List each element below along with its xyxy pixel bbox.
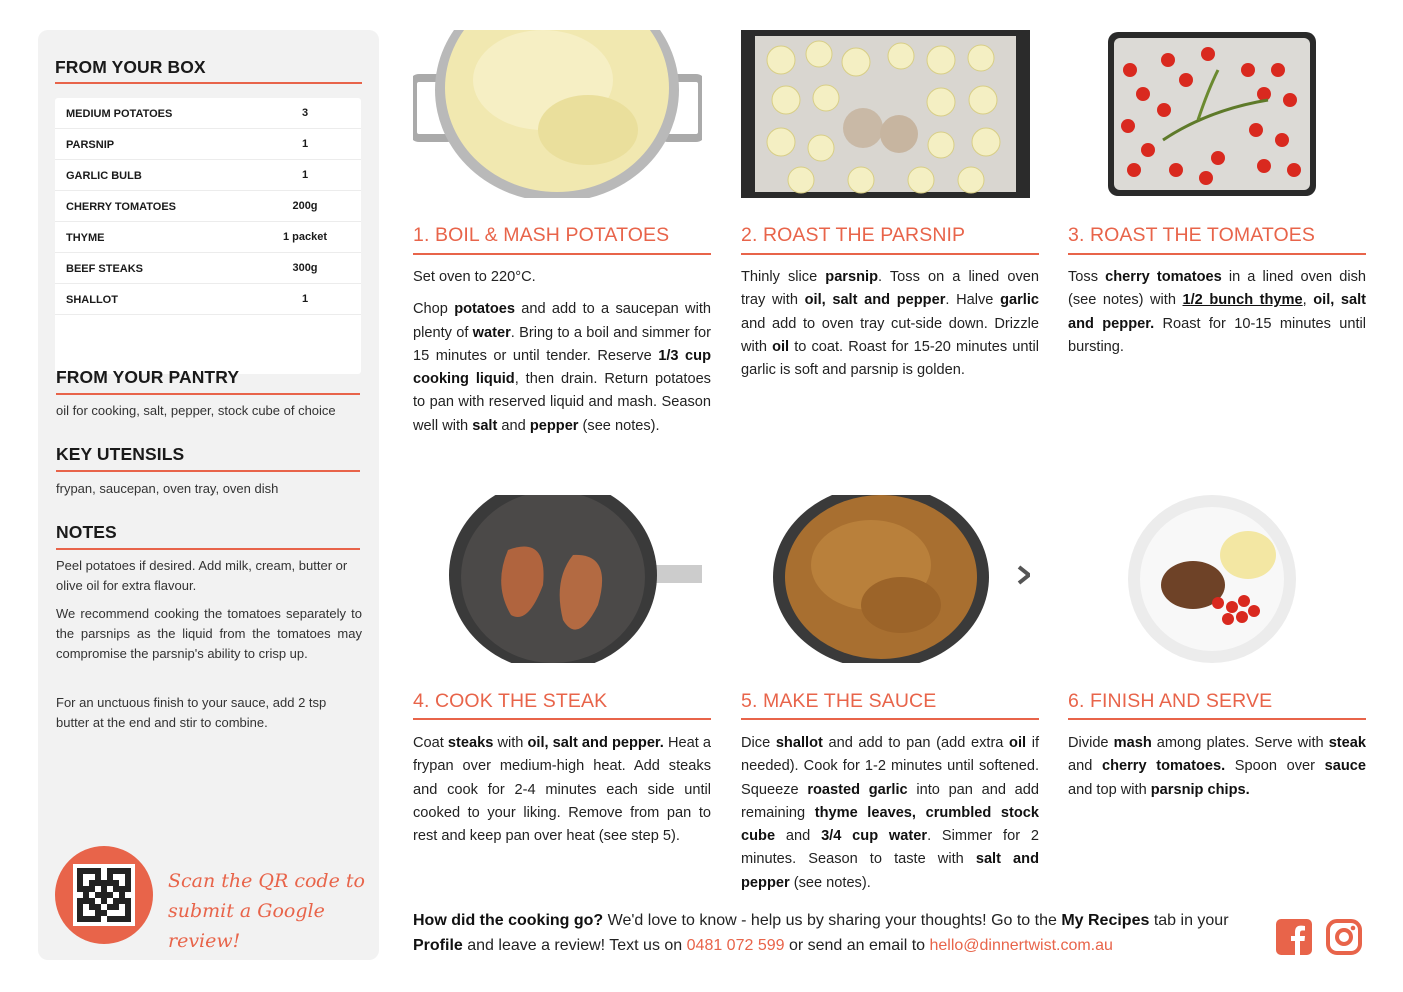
text: Toss (1068, 269, 1106, 285)
bold-text: oil (772, 338, 790, 355)
step-2-title: 2. ROAST THE PARSNIP (741, 224, 966, 246)
step-paragraph (413, 732, 711, 848)
bold-text: roasted garlic (807, 781, 908, 798)
text: among plates. Serve with (1151, 735, 1329, 751)
text: in a lined oven dish (see notes) with (1068, 269, 1367, 309)
phone-link[interactable]: 0481 072 599 (686, 937, 785, 954)
divider (1068, 718, 1366, 720)
step-2-text (741, 266, 1039, 391)
bold-text: parsnip (825, 269, 878, 285)
text: and (1068, 758, 1102, 775)
qr-caption (168, 866, 368, 956)
step-5-title: 5. MAKE THE SAUCE (741, 690, 937, 712)
mashed-potatoes-photo (413, 30, 702, 198)
text: . Simmer for 2 minutes. Season to taste with (741, 828, 1039, 868)
text: to coat. Roast for 15-20 minutes until garlic is soft and parsnip is golden. (741, 338, 1039, 379)
divider (413, 253, 711, 255)
sidebar (38, 30, 379, 960)
ingredient-name: THYME (66, 232, 105, 244)
bold-text: steak (1328, 735, 1367, 751)
text: and top with (1068, 781, 1151, 798)
step-3-text (1068, 266, 1366, 368)
step-1-title: 1. BOIL & MASH POTATOES (413, 224, 670, 246)
utensils-title: KEY UTENSILS (56, 444, 185, 464)
make-sauce-photo (741, 495, 1030, 663)
bold-text: garlic (1000, 292, 1039, 309)
qr-caption-line-2: submit a Google review! (168, 900, 325, 952)
footer-text: and leave a review! Text us on (462, 937, 687, 954)
step-paragraph (413, 266, 711, 289)
qr-badge (55, 846, 153, 944)
footer-text: or send an email to (784, 937, 930, 954)
text: Coat (413, 735, 448, 751)
bold-text: 1/3 cup cooking liquid (413, 347, 711, 388)
footer-text: tab in your (1149, 912, 1229, 929)
step-paragraph (741, 732, 1039, 895)
ingredients-table (55, 98, 361, 374)
ingredient-qty: 300g (292, 262, 318, 274)
ingredient-name: PARSNIP (66, 139, 115, 151)
ingredient-qty: 1 (301, 169, 309, 181)
text: and (497, 417, 530, 434)
text: Set oven to 220°C. (413, 269, 536, 285)
facebook-icon[interactable] (1275, 918, 1313, 956)
step-4-title: 4. COOK THE STEAK (413, 690, 608, 712)
text: Roast for 10-15 minutes until bursting. (1068, 315, 1367, 355)
bold-text: steaks (447, 735, 494, 751)
bold-text: salt (472, 417, 498, 434)
ingredient-name: CHERRY TOMATOES (66, 201, 177, 213)
divider (55, 82, 362, 84)
ingredient-name: GARLIC BULB (66, 170, 142, 182)
ingredient-name: BEEF STEAKS (66, 263, 144, 275)
qr-caption-line-1: Scan the QR code to (168, 870, 365, 892)
step-paragraph (1068, 266, 1366, 359)
step-paragraph (1068, 732, 1366, 802)
divider (56, 548, 360, 550)
bold-text: mash (1113, 735, 1152, 751)
ingredient-qty: 1 packet (282, 231, 328, 243)
footer-text: We'd love to know - help us by sharing your thoughts! Go to the (603, 912, 1062, 929)
divider (56, 393, 360, 395)
email-link[interactable]: hello@dinnertwist.com.au (929, 937, 1113, 954)
bold-text: cherry tomatoes (1105, 269, 1222, 285)
text: , (1302, 292, 1314, 309)
bold-text: 3/4 cup water (821, 828, 928, 845)
instagram-icon[interactable] (1325, 918, 1363, 956)
note-1: Peel potatoes if desired. Add milk, cream, butter or olive oil for extra flavour. (56, 558, 348, 593)
bold-text: 1/2 bunch thyme (1182, 292, 1303, 309)
table-row (55, 98, 361, 129)
footer-question: How did the cooking go? (413, 912, 604, 929)
pantry-text: oil for cooking, salt, pepper, stock cube of choice (56, 403, 336, 418)
text: if needed). Cook for 1-2 minutes until softened. Squeeze (741, 735, 1039, 798)
text: . Toss on a lined oven tray with (741, 269, 1039, 309)
text: . Bring to a boil and simmer for 15 minutes or until tender. Reserve (413, 324, 711, 364)
bold-text: oil, salt and pepper. (1068, 292, 1366, 332)
profile-link[interactable]: Profile (413, 937, 463, 954)
ingredient-qty: 1 (301, 293, 309, 305)
text: and add to a saucepan with plenty of (413, 301, 711, 341)
feedback-footer (413, 908, 1273, 958)
text: Spoon over (1225, 758, 1325, 775)
utensils-text: frypan, saucepan, oven tray, oven dish (56, 481, 279, 496)
divider (741, 253, 1039, 255)
divider (413, 718, 711, 720)
text: Dice (741, 735, 776, 751)
divider (1068, 253, 1366, 255)
bold-text: thyme leaves, crumbled stock cube (741, 804, 1040, 845)
ingredient-name: MEDIUM POTATOES (66, 108, 173, 120)
text: , then drain. Return potatoes to pan with reserved liquid and mash. Season well with (413, 371, 711, 434)
ingredient-qty: 200g (292, 200, 318, 212)
text: Divide (1068, 735, 1114, 751)
text: and (775, 828, 822, 845)
pantry-title: FROM YOUR PANTRY (56, 367, 240, 387)
cook-steak-photo (413, 495, 702, 663)
divider (56, 470, 360, 472)
bold-text: salt and pepper (741, 851, 1040, 891)
text: . Halve (945, 292, 1001, 309)
divider (741, 718, 1039, 720)
bold-text: shallot (775, 735, 823, 751)
bold-text: cherry tomatoes. (1101, 758, 1226, 775)
bold-text: sauce (1324, 758, 1366, 775)
bold-text: oil (1009, 735, 1027, 751)
table-row (55, 191, 361, 222)
note-2: We recommend cooking the tomatoes separately to the parsnips as the liquid from the tomatoes may compromise the parsnip's ability to crisp up. (56, 606, 362, 661)
bold-text: oil, salt and pepper. (527, 735, 664, 751)
text: Chop (413, 301, 455, 318)
text: Thinly slice (741, 269, 826, 285)
text: and add to pan (add extra (822, 735, 1010, 751)
my-recipes-link[interactable]: My Recipes (1061, 912, 1150, 929)
table-row (55, 160, 361, 191)
note-3: For an unctuous finish to your sauce, add 2 tsp butter at the end and stir to combine. (56, 695, 327, 730)
table-row (55, 129, 361, 160)
table-row (55, 253, 361, 284)
step-4-text (413, 732, 711, 857)
step-5-text (741, 732, 1039, 904)
text: Heat a frypan over medium-high heat. Add steaks and cook for 2-4 minutes each side until cooked to your liking. Remove from pan to rest and keep pan over heat (see step 5). (413, 735, 711, 845)
text: into pan and add remaining (741, 781, 1039, 821)
text: (see notes). (789, 874, 871, 891)
finish-serve-photo (1068, 495, 1357, 663)
roast-tomatoes-photo (1068, 30, 1357, 198)
table-row (55, 222, 361, 253)
bold-text: pepper (529, 417, 579, 434)
table-row (55, 284, 361, 315)
ingredient-qty: 1 (301, 138, 309, 150)
text: with (493, 735, 528, 751)
ingredient-name: SHALLOT (66, 294, 118, 306)
roast-parsnip-photo (741, 30, 1030, 198)
bold-text: oil, salt and pepper (804, 292, 946, 309)
step-paragraph (413, 298, 711, 438)
bold-text: parsnip chips. (1150, 781, 1250, 798)
step-paragraph (741, 266, 1039, 382)
step-6-title: 6. FINISH AND SERVE (1068, 690, 1273, 712)
step-3-title: 3. ROAST THE TOMATOES (1068, 224, 1316, 246)
ingredient-qty: 3 (301, 107, 309, 119)
from-your-box-title: FROM YOUR BOX (55, 57, 206, 77)
bold-text: potatoes (454, 301, 515, 318)
step-1-text (413, 266, 711, 447)
text: (see notes). (578, 417, 660, 434)
bold-text: water (472, 324, 511, 341)
text: and add to oven tray cut-side down. Drizzle with (741, 315, 1039, 355)
step-6-text (1068, 732, 1366, 811)
notes-title: NOTES (56, 522, 117, 542)
qr-code-icon[interactable] (73, 864, 135, 926)
qr-cell (125, 916, 131, 922)
